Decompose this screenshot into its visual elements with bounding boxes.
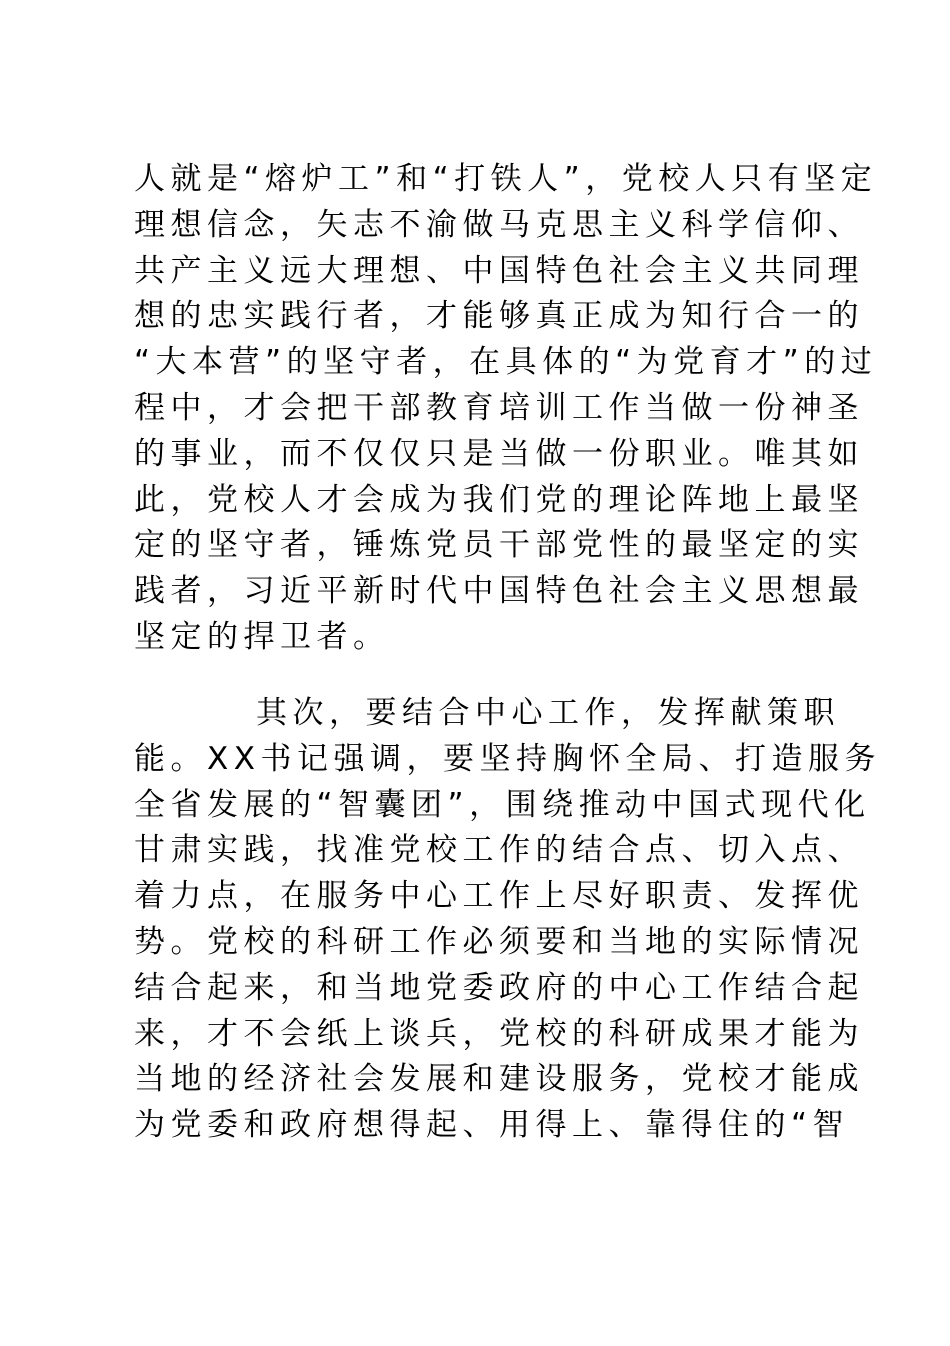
paragraph-heading-line: 其次，要结合中心工作，发挥献策职 [256,695,840,731]
text-line: 势。党校的科研工作必须要和当地的实际情况 [134,923,864,960]
text-line: 结合起来，和当地党委政府的中心工作结合起 [134,969,864,1006]
text-line: 践者，习近平新时代中国特色社会主义思想最 [134,573,864,610]
text-line: 甘肃实践，找准党校工作的结合点、切入点、 [134,832,864,869]
text-line: 当地的经济社会发展和建设服务，党校才能成 [134,1061,864,1098]
paragraph-1 [134,157,878,661]
text-line: 定的坚守者，锤炼党员干部党性的最坚定的实 [134,527,864,564]
text-line: 着力点，在服务中心工作上尽好职责、发挥优 [134,878,864,915]
text-line: 坚定的捍卫者。 [134,618,390,655]
text-line: 全省发展的“智囊团”，围绕推动中国式现代化 [134,786,871,823]
text-line: 的事业，而不仅仅只是当做一份职业。唯其如 [134,435,864,472]
paragraph-2 [134,691,881,1149]
text-line: “大本营”的坚守者，在具体的“为党育才”的过 [134,344,878,381]
text-line: 为党委和政府想得起、用得上、靠得住的“智 [134,1107,850,1144]
text-line: 理想信念，矢志不渝做马克思主义科学信仰、 [134,206,864,243]
text-line: 共产主义远大理想、中国特色社会主义共同理 [134,252,864,289]
text-line: 来，才不会纸上谈兵，党校的科研成果才能为 [134,1015,864,1052]
text-line: 人就是“熔炉工”和“打铁人”，党校人只有坚定 [134,161,878,197]
text-line: 程中，才会把干部教育培训工作当做一份神圣 [134,389,864,426]
text-line: 此，党校人才会成为我们党的理论阵地上最坚 [134,481,864,518]
text-line: 想的忠实践行者，才能够真正成为知行合一的 [134,298,864,335]
text-line: 能。XX书记强调，要坚持胸怀全局、打造服务 [134,740,881,777]
